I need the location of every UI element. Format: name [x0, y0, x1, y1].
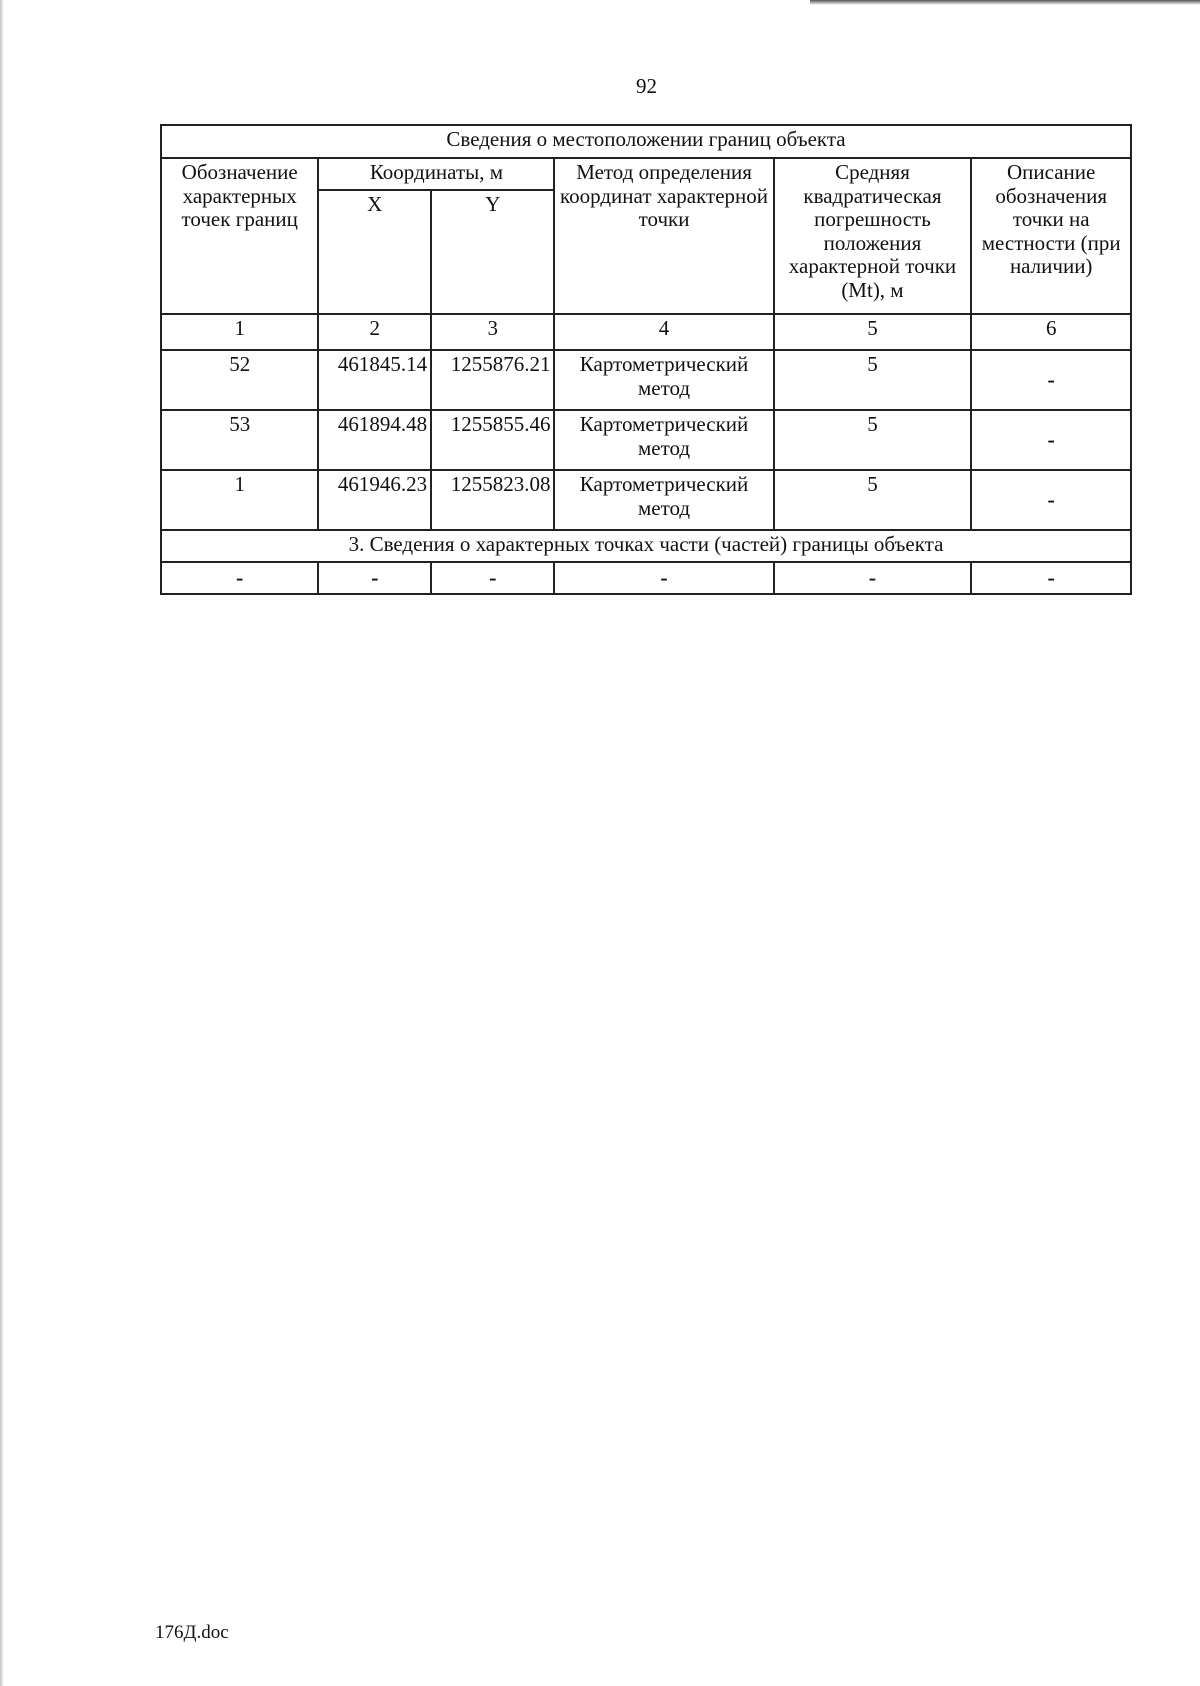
method-cell: Картометрический метод: [554, 350, 773, 410]
header-coordinates: Координаты, м: [318, 158, 554, 190]
error-cell: 5: [774, 410, 972, 470]
column-number: 4: [554, 314, 773, 350]
point-cell: 53: [161, 410, 318, 470]
header-method: Метод определения координат характерной точки: [554, 158, 773, 314]
empty-cell: -: [971, 562, 1131, 594]
table-title: Сведения о местоположении границ объекта: [161, 125, 1131, 158]
point-cell: 1: [161, 470, 318, 530]
error-cell: 5: [774, 470, 972, 530]
description-cell: -: [971, 470, 1131, 530]
x-cell: 461946.23: [318, 470, 431, 530]
x-cell: 461845.14: [318, 350, 431, 410]
column-number: 2: [318, 314, 431, 350]
x-cell: 461894.48: [318, 410, 431, 470]
footer-filename: 176Д.doc: [155, 1622, 229, 1643]
column-number: 3: [431, 314, 554, 350]
method-cell: Картометрический метод: [554, 410, 773, 470]
table-row: [161, 470, 1131, 530]
y-cell: 1255823.08: [431, 470, 554, 530]
empty-cell: -: [774, 562, 972, 594]
header-y: Y: [431, 190, 554, 314]
boundary-table: [160, 124, 1132, 595]
header-error: Средняя квадратическая погрешность положения характерной точки (Mt), м: [774, 158, 972, 314]
y-cell: 1255876.21: [431, 350, 554, 410]
description-cell: -: [971, 410, 1131, 470]
empty-cell: -: [554, 562, 773, 594]
header-description: Описание обозначения точки на местности (при наличии): [971, 158, 1131, 314]
column-number: 1: [161, 314, 318, 350]
scan-edge-top: [810, 0, 1200, 5]
method-cell: Картометрический метод: [554, 470, 773, 530]
error-cell: 5: [774, 350, 972, 410]
header-point-designation: Обозначение характерных точек границ: [161, 158, 318, 314]
column-number: 6: [971, 314, 1131, 350]
point-cell: 52: [161, 350, 318, 410]
empty-cell: -: [161, 562, 318, 594]
section-3-title: 3. Сведения о характерных точках части (частей) границы объекта: [161, 530, 1131, 562]
table-row: [161, 350, 1131, 410]
scan-edge-left: [0, 0, 4, 1686]
header-x: X: [318, 190, 431, 314]
description-cell: -: [971, 350, 1131, 410]
empty-cell: -: [318, 562, 431, 594]
table-row: [161, 410, 1131, 470]
table-row: [161, 562, 1131, 594]
y-cell: 1255855.46: [431, 410, 554, 470]
column-number: 5: [774, 314, 972, 350]
page-number: 92: [636, 74, 657, 98]
empty-cell: -: [431, 562, 554, 594]
